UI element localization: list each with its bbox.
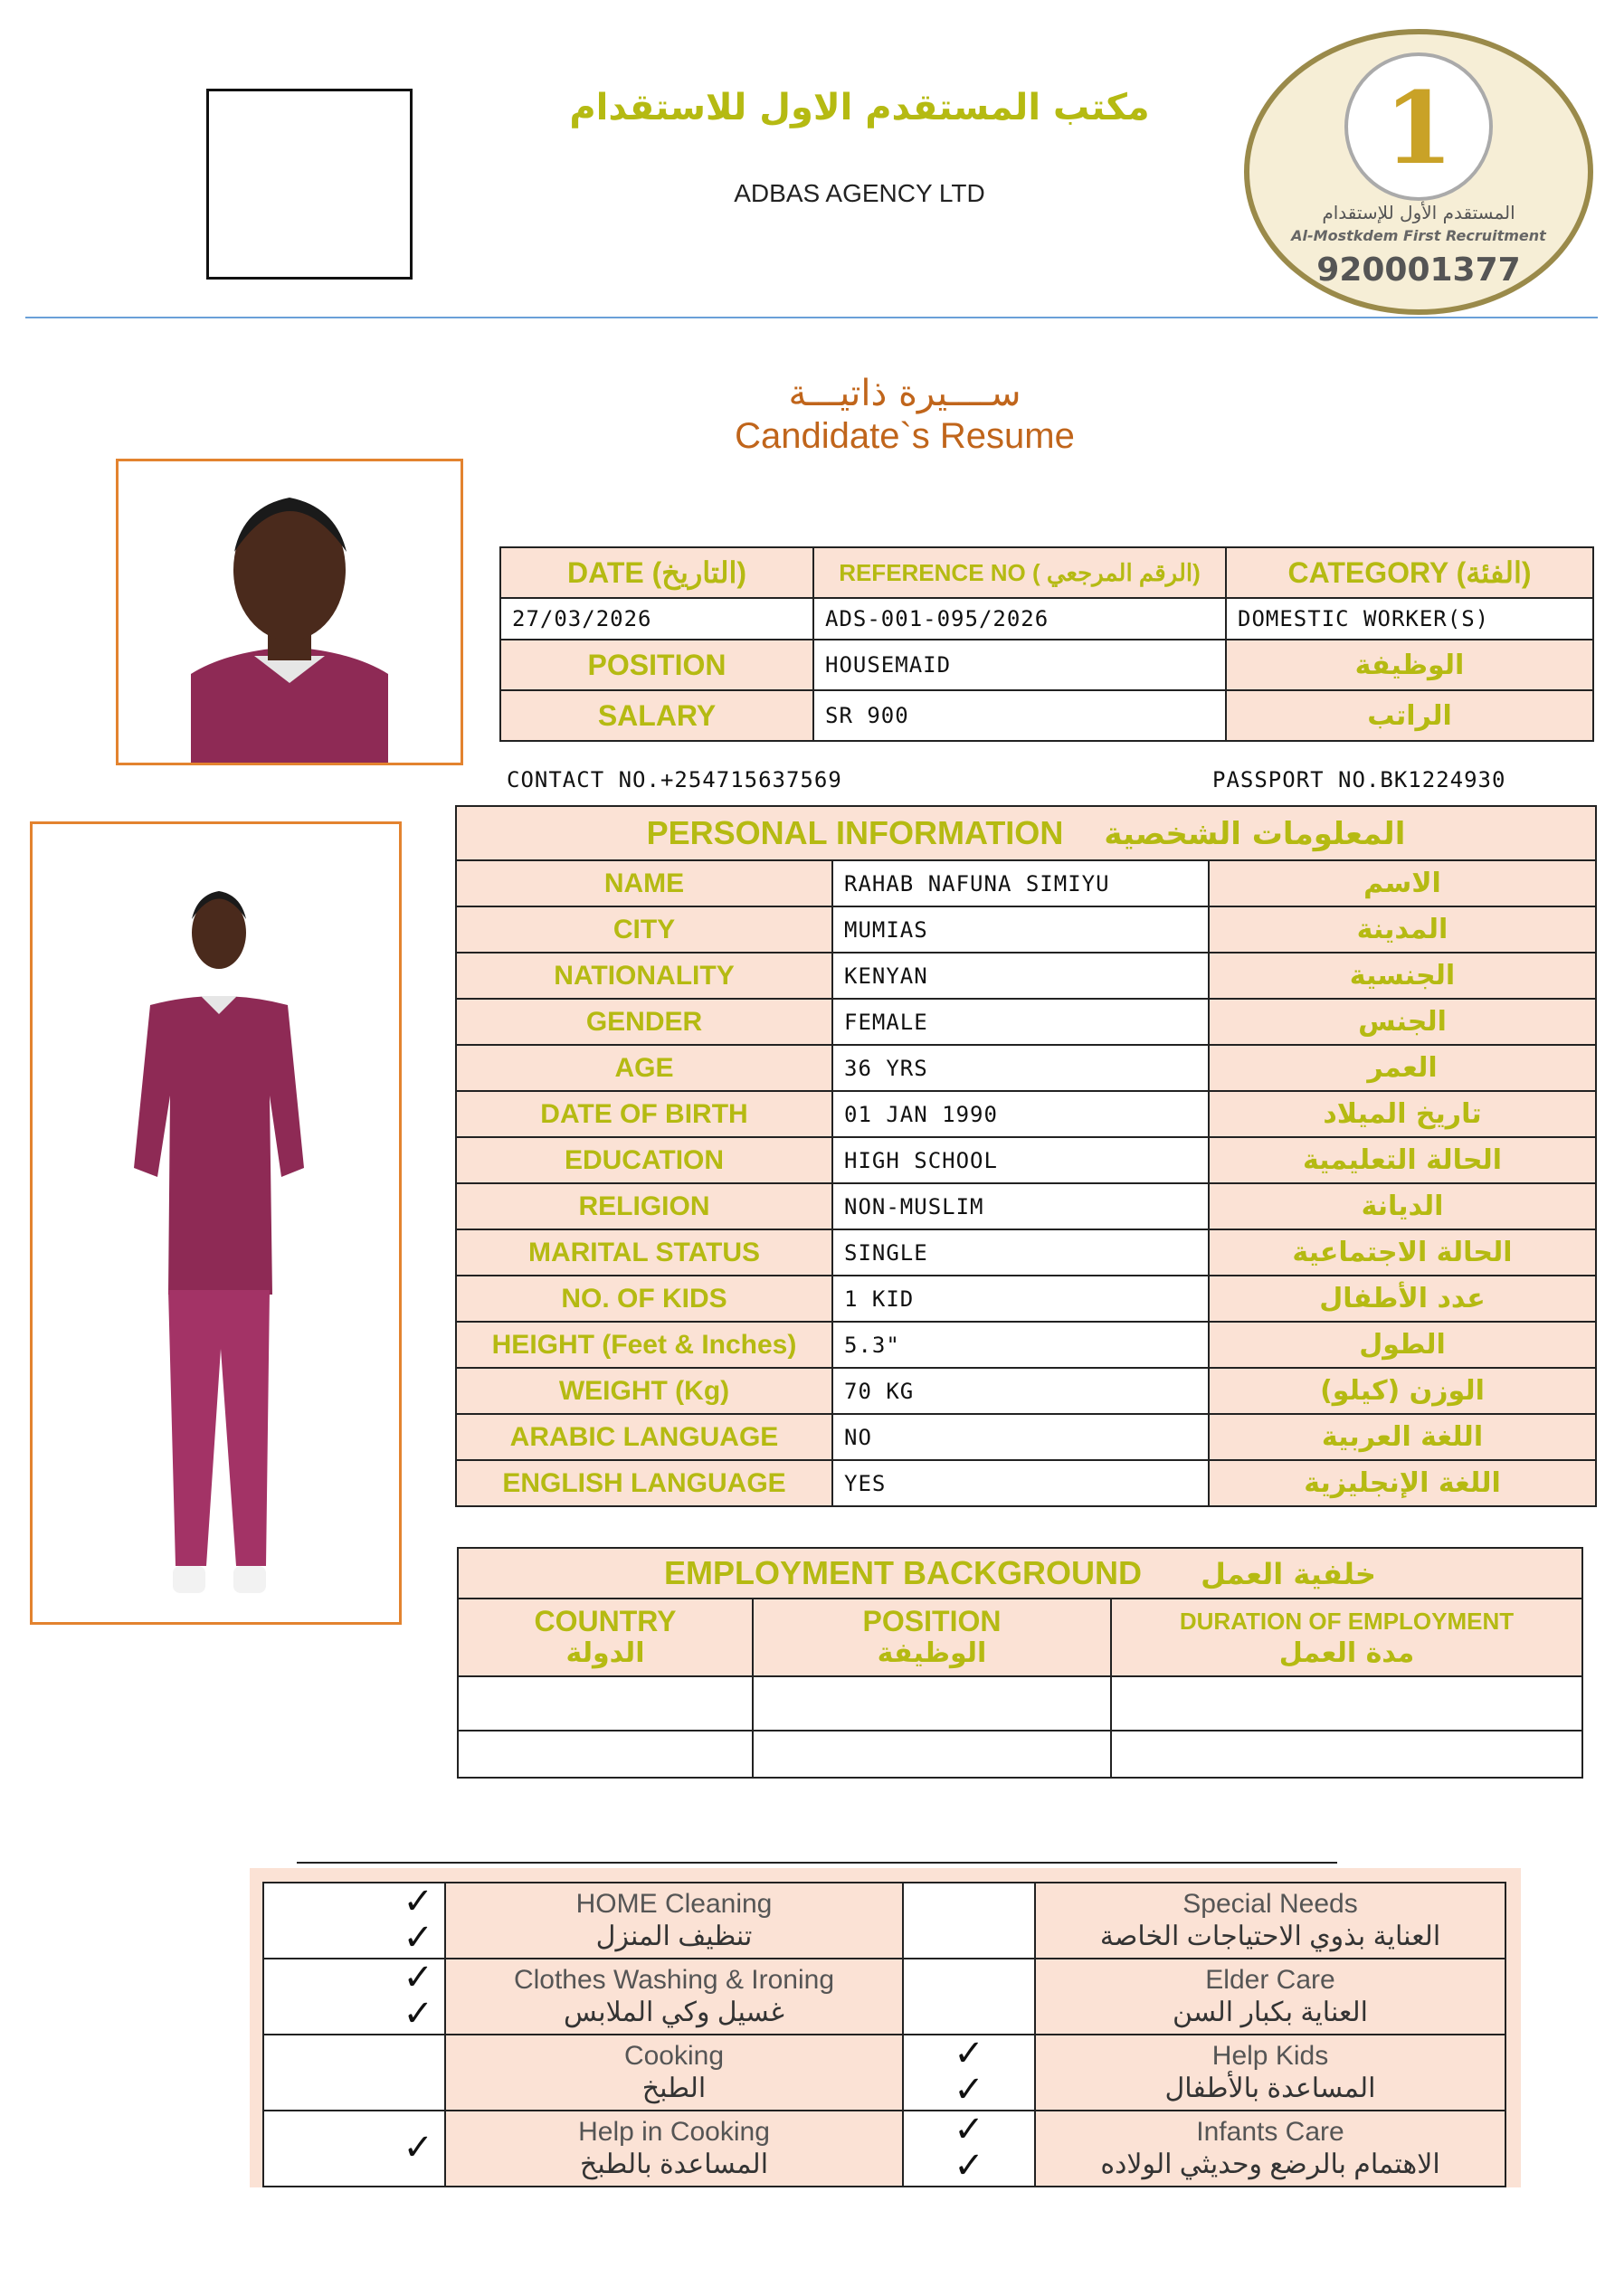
col-position [753,1599,1111,1676]
full-body-figure [33,824,399,1622]
left-skill-cell [445,1883,903,1959]
skill-label: Help in Cooking [578,2117,770,2147]
employment-table [457,1547,1583,1779]
position-label: POSITION [500,640,813,690]
personal-row [456,1137,1596,1183]
left-skill-cell [445,2035,903,2111]
right-check-cell [903,2111,1035,2187]
category-value: DOMESTIC WORKER(S) [1226,598,1593,640]
date-value: 27/03/2026 [500,598,813,640]
skill-label: Special Needs [1182,1889,1358,1919]
employment-heading [458,1548,1582,1599]
agency-name: ADBAS AGENCY LTD [734,179,985,207]
skill-label: Infants Care [1196,2117,1344,2147]
personal-row [456,1183,1596,1229]
check-icon: ✓✓ [403,1958,433,2034]
check-icon: ✓✓ [954,2034,984,2110]
skill-label: Elder Care [1205,1965,1335,1995]
personal-label-arabic: الحالة التعليمية [1209,1137,1596,1183]
personal-label: AGE [456,1045,832,1091]
skill-label-arabic: العناية بذوي الاحتياجات الخاصة [1099,1921,1441,1951]
personal-label: HEIGHT (Feet & Inches) [456,1322,832,1368]
right-skill-cell [1035,2035,1505,2111]
logo-phone: 920001377 [1316,251,1521,289]
personal-row [456,906,1596,953]
personal-label: EDUCATION [456,1137,832,1183]
personal-label: GENDER [456,999,832,1045]
salary-label-arabic: الراتب [1226,690,1593,741]
col-duration-ar: مدة العمل [1278,1637,1415,1669]
logo-arabic: المستقدم الأول للإستقدام [1322,202,1515,223]
skill-row [263,2035,1505,2111]
personal-label-arabic: الاسم [1209,860,1596,906]
personal-label: RELIGION [456,1183,832,1229]
right-skill-cell [1035,2111,1505,2187]
logo-number: 1 [1383,70,1454,186]
employment-heading-ar: خلفية العمل [1201,1557,1376,1591]
right-check-cell [903,2035,1035,2111]
personal-value: FEMALE [832,999,1209,1045]
personal-row [456,1091,1596,1137]
col-country-ar: الدولة [565,1637,645,1669]
personal-value: NON-MUSLIM [832,1183,1209,1229]
resume-title-english: Candidate`s Resume [735,416,1075,456]
personal-row [456,999,1596,1045]
skill-label-arabic: الطبخ [641,2073,707,2103]
personal-label-arabic: تاريخ الميلاد [1209,1091,1596,1137]
left-skill-cell [445,1959,903,2035]
skill-label: Help Kids [1211,2041,1329,2071]
skill-label-arabic: غسيل وكي الملابس [564,1997,784,2027]
personal-row [456,953,1596,999]
personal-row [456,1368,1596,1414]
logo-english: Al-Mostkdem First Recruitment [1291,227,1546,244]
salary-value: SR 900 [813,690,1226,741]
personal-label-arabic: عدد الأطفال [1209,1276,1596,1322]
personal-value: NO [832,1414,1209,1460]
personal-label-arabic: الوزن (كيلو) [1209,1368,1596,1414]
col-duration-en: DURATION OF EMPLOYMENT [1179,1608,1515,1635]
personal-row [456,1229,1596,1276]
col-duration [1111,1599,1582,1676]
personal-value: KENYAN [832,953,1209,999]
personal-value: SINGLE [832,1229,1209,1276]
personal-label: ENGLISH LANGUAGE [456,1460,832,1506]
photo-placeholder-box [206,89,413,280]
personal-label: NATIONALITY [456,953,832,999]
personal-label: NAME [456,860,832,906]
passport-number: PASSPORT NO.BK1224930 [1212,767,1506,792]
header-divider [25,317,1598,318]
personal-label-arabic: العمر [1209,1045,1596,1091]
position-label-arabic: الوظيفة [1226,640,1593,690]
salary-label: SALARY [500,690,813,741]
personal-value: 5.3" [832,1322,1209,1368]
personal-row [456,1460,1596,1506]
check-icon: ✓ [403,2128,433,2168]
personal-label-arabic: الجنسية [1209,953,1596,999]
personal-label: WEIGHT (Kg) [456,1368,832,1414]
skill-row [263,2111,1505,2187]
personal-label: ARABIC LANGUAGE [456,1414,832,1460]
personal-info-table [455,805,1597,1507]
personal-value: RAHAB NAFUNA SIMIYU [832,860,1209,906]
skill-label-arabic: المساعدة بالأطفال [1164,2073,1376,2103]
contact-number: CONTACT NO.+254715637569 [507,767,842,792]
resume-title-arabic: ســــيرة ذاتيـــة [788,373,1021,414]
left-check-cell [263,1959,445,2035]
right-check-cell [903,1959,1035,2035]
personal-value: 70 KG [832,1368,1209,1414]
personal-row [456,1276,1596,1322]
personal-value: HIGH SCHOOL [832,1137,1209,1183]
right-skill-cell [1035,1883,1505,1959]
portrait-photo [116,459,463,765]
personal-label: CITY [456,906,832,953]
personal-row [456,1045,1596,1091]
personal-info-heading [456,806,1596,860]
col-position-en: POSITION [862,1605,1002,1637]
employment-row [458,1731,1582,1778]
personal-label-arabic: الجنس [1209,999,1596,1045]
left-check-cell [263,2035,445,2111]
section-divider [297,1862,1337,1864]
skill-label-arabic: الاهتمام بالرضع وحديثي الولاده [1100,2149,1440,2179]
right-check-cell [903,1883,1035,1959]
portrait-figure [119,461,461,763]
date-label: DATE (التاريخ) [500,547,813,598]
reference-label: REFERENCE NO ( الرقم المرجعي) [813,547,1226,598]
agency-arabic-title: مكتب المستقدم الاول للاستقدام [569,87,1150,128]
personal-heading-en: PERSONAL INFORMATION [646,814,1064,851]
left-check-cell [263,2111,445,2187]
personal-heading-ar: المعلومات الشخصية [1104,816,1406,852]
personal-label-arabic: المدينة [1209,906,1596,953]
personal-label-arabic: الديانة [1209,1183,1596,1229]
employment-heading-en: EMPLOYMENT BACKGROUND [664,1554,1143,1591]
full-body-photo [30,821,402,1625]
check-icon: ✓✓ [403,1882,433,1958]
col-position-ar: الوظيفة [877,1637,987,1669]
summary-table [499,546,1594,742]
skills-table [262,1882,1506,2187]
check-icon: ✓✓ [954,2110,984,2186]
personal-value: YES [832,1460,1209,1506]
skill-label: Cooking [623,2041,725,2071]
personal-value: MUMIAS [832,906,1209,953]
personal-label: MARITAL STATUS [456,1229,832,1276]
personal-row [456,1414,1596,1460]
skill-row [263,1883,1505,1959]
personal-row [456,860,1596,906]
col-country [458,1599,753,1676]
left-skill-cell [445,2111,903,2187]
skill-label-arabic: تنظيف المنزل [595,1921,753,1951]
reference-value: ADS-001-095/2026 [813,598,1226,640]
personal-value: 36 YRS [832,1045,1209,1091]
personal-label-arabic: الحالة الاجتماعية [1209,1229,1596,1276]
skill-label: HOME Cleaning [575,1889,773,1919]
personal-label: DATE OF BIRTH [456,1091,832,1137]
personal-label: NO. OF KIDS [456,1276,832,1322]
employment-row [458,1676,1582,1731]
category-label: CATEGORY (الفئة) [1226,547,1593,598]
personal-value: 01 JAN 1990 [832,1091,1209,1137]
personal-row [456,1322,1596,1368]
personal-value: 1 KID [832,1276,1209,1322]
skill-label-arabic: المساعدة بالطبخ [579,2149,769,2179]
position-value: HOUSEMAID [813,640,1226,690]
company-logo [1242,27,1595,317]
skill-label-arabic: العناية بكبار السن [1173,1997,1368,2027]
right-skill-cell [1035,1959,1505,2035]
personal-label-arabic: الطول [1209,1322,1596,1368]
skill-label: Clothes Washing & Ironing [513,1965,835,1995]
skill-row [263,1959,1505,2035]
left-check-cell [263,1883,445,1959]
col-country-en: COUNTRY [534,1605,677,1637]
personal-label-arabic: اللغة الإنجليزية [1209,1460,1596,1506]
personal-label-arabic: اللغة العربية [1209,1414,1596,1460]
